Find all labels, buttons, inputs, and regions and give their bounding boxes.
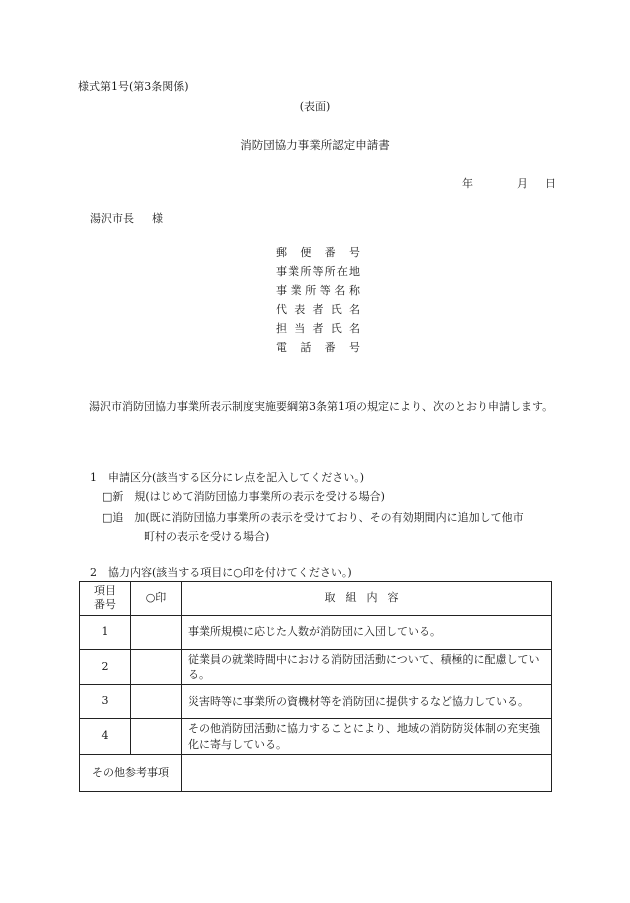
row-number: 3: [80, 685, 131, 719]
addressee-name: 湯沢市長: [90, 212, 134, 225]
option-additional[interactable]: □追 加(既に消防団協力事業所の表示を受けており、その有効期間内に追加して他市: [102, 511, 524, 524]
cooperation-table: [79, 581, 552, 792]
header-item-number-l2: 番号: [94, 598, 116, 612]
row-mark-cell[interactable]: [131, 649, 182, 685]
face-label: (表面): [299, 100, 331, 113]
row-mark-cell[interactable]: [131, 719, 182, 755]
table-row: [80, 649, 552, 685]
field-postal-code[interactable]: 郵便番号: [276, 246, 360, 259]
addressee: [90, 212, 163, 227]
field-phone[interactable]: 電話番号: [276, 341, 360, 354]
date-year[interactable]: 年: [462, 177, 473, 190]
header-item-number: [80, 582, 131, 616]
table-header-row: [80, 582, 552, 616]
field-contact-person[interactable]: 担当者氏名: [276, 322, 360, 335]
row-content: 事業所規模に応じた人数が消防団に入団している。: [182, 615, 552, 649]
row-number: 1: [80, 615, 131, 649]
date-day[interactable]: 日: [545, 177, 556, 190]
table-row: [80, 685, 552, 719]
row-number: 2: [80, 649, 131, 685]
row-mark-cell[interactable]: [131, 685, 182, 719]
row-content: 従業員の就業時間中における消防団活動について、積極的に配慮している。: [182, 649, 552, 685]
table-row: [80, 719, 552, 755]
table-row-other: [80, 755, 552, 792]
row-mark-cell[interactable]: [131, 615, 182, 649]
date-line: [462, 177, 556, 192]
application-statement: 湯沢市消防団協力事業所表示制度実施要綱第3条第1項の規定により、次のとおり申請します。: [89, 400, 554, 413]
header-item-number-l1: 項目: [94, 584, 116, 597]
header-content: 取組内容: [182, 582, 552, 616]
addressee-honorific: 様: [152, 212, 163, 225]
option-additional-cont: 町村の表示を受ける場合): [144, 530, 270, 543]
form-number: 様式第1号(第3条関係): [78, 80, 189, 93]
field-office-name[interactable]: 事業所等名称: [276, 284, 360, 297]
field-representative[interactable]: 代表者氏名: [276, 303, 360, 316]
option-new[interactable]: □新 規(はじめて消防団協力事業所の表示を受ける場合): [102, 490, 385, 503]
row-content: その他消防団活動に協力することにより、地域の消防防災体制の充実強化に寄与している。: [182, 719, 552, 755]
header-mark: ○印: [131, 582, 182, 616]
other-remarks-label: その他参考事項: [80, 755, 182, 792]
row-number: 4: [80, 719, 131, 755]
row-content: 災害時等に事業所の資機材等を消防団に提供するなど協力している。: [182, 685, 552, 719]
date-month[interactable]: 月: [517, 177, 528, 190]
section2-heading: 2 協力内容(該当する項目に○印を付けてください。): [90, 566, 352, 579]
table-row: [80, 615, 552, 649]
section1-heading: 1 申請区分(該当する区分にレ点を記入してください。): [90, 471, 365, 484]
document-title: 消防団協力事業所認定申請書: [240, 138, 390, 152]
applicant-fields: [276, 246, 360, 360]
field-address[interactable]: 事業所等所在地: [276, 265, 360, 278]
other-remarks-field[interactable]: [182, 755, 552, 792]
